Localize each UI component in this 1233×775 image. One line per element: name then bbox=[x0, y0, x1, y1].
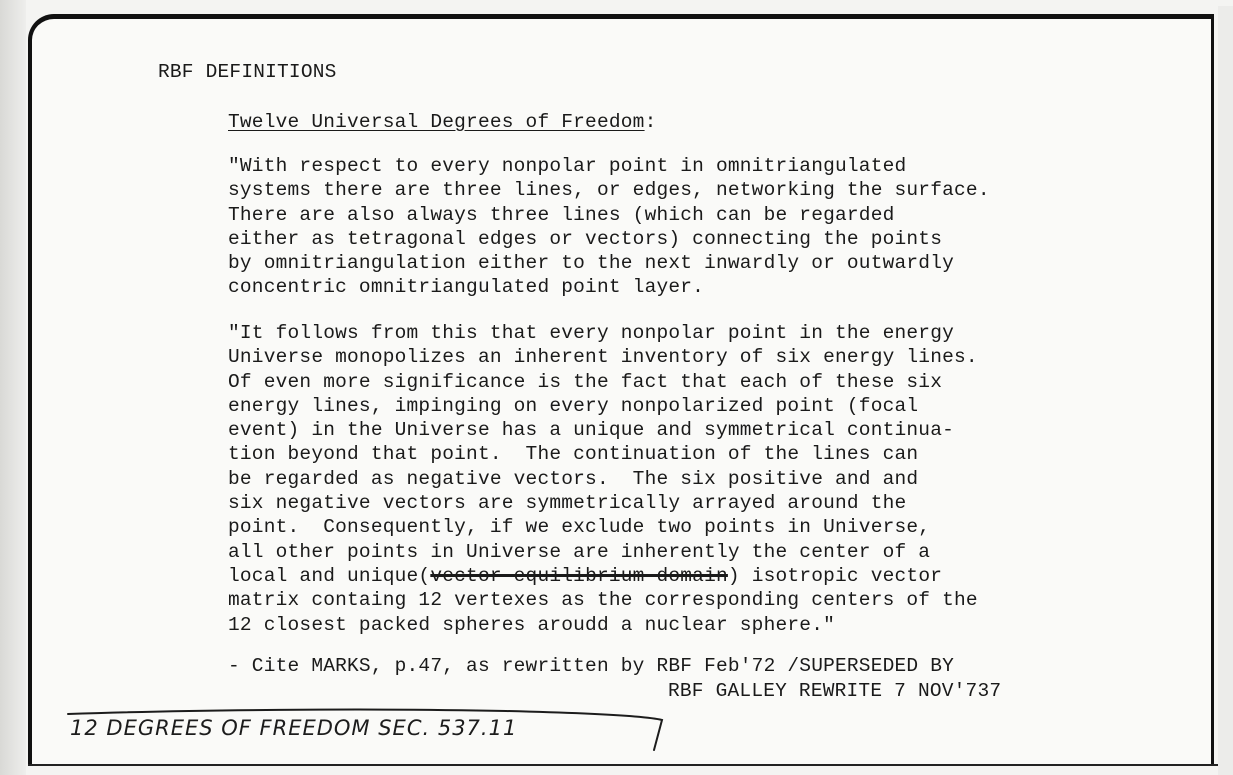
para2-line: event) in the Universe has a unique and symmetrical continua- bbox=[228, 419, 955, 442]
paragraph-2 bbox=[228, 321, 978, 637]
para1-line: systems there are three lines, or edges, networking the surface. bbox=[228, 179, 990, 202]
struck-out-text: vector-equilibrium-domain bbox=[430, 564, 728, 587]
para1-line: There are also always three lines (which can be regarded bbox=[228, 203, 895, 226]
para2-line: all other points in Universe are inherently the center of a bbox=[228, 540, 931, 563]
card-bottom-rule bbox=[28, 764, 1218, 766]
para2-line: be regarded as negative vectors. The six positive and and bbox=[228, 467, 919, 490]
para2-line: "It follows from this that every nonpolar point in the energy bbox=[228, 322, 955, 344]
strike-prefix: local and unique( bbox=[228, 564, 431, 587]
para1-line: either as tetragonal edges or vectors) connecting the points bbox=[228, 227, 943, 250]
strike-suffix: ) isotropic vector bbox=[727, 564, 943, 587]
scan-shadow bbox=[0, 0, 26, 775]
citation-line-1: - Cite MARKS, p.47, as rewritten by RBF Feb'72 /SUPERSEDED BY bbox=[228, 655, 955, 677]
handwritten-note: 12 DEGREES OF FREEDOM SEC. 537.11 bbox=[70, 716, 518, 740]
para1-line: concentric omnitriangulated point layer. bbox=[228, 276, 705, 299]
para2-line: six negative vectors are symmetrically arrayed around the bbox=[228, 492, 907, 515]
para2-line: point. Consequently, if we exclude two points in Universe, bbox=[228, 516, 931, 539]
para1-line: by omnitriangulation either to the next inwardly or outwardly bbox=[228, 252, 955, 275]
page-edge bbox=[1218, 6, 1233, 775]
section-title-text: Twelve Universal Degrees of Freedom bbox=[228, 111, 645, 133]
para2-line: Of even more significance is the fact that each of these six bbox=[228, 370, 943, 393]
para2-line: tion beyond that point. The continuation of the lines can bbox=[228, 443, 919, 466]
para2-line: energy lines, impinging on every nonpolarized point (focal bbox=[228, 394, 919, 417]
document-header: RBF DEFINITIONS bbox=[158, 61, 337, 83]
citation-line-2: RBF GALLEY REWRITE 7 NOV'737 bbox=[668, 680, 1002, 702]
para2-line: Universe monopolizes an inherent inventory of six energy lines. bbox=[228, 346, 978, 369]
section-title-colon: : bbox=[644, 111, 657, 133]
paragraph-1 bbox=[228, 154, 990, 300]
para1-line: "With respect to every nonpolar point in omnitriangulated bbox=[228, 155, 907, 177]
para2-line: matrix containg 12 vertexes as the corresponding centers of the bbox=[228, 589, 978, 612]
section-title bbox=[228, 110, 656, 134]
para2-line-with-strike bbox=[228, 564, 978, 588]
para2-line: 12 closest packed spheres aroudd a nuclear sphere." bbox=[228, 613, 835, 636]
